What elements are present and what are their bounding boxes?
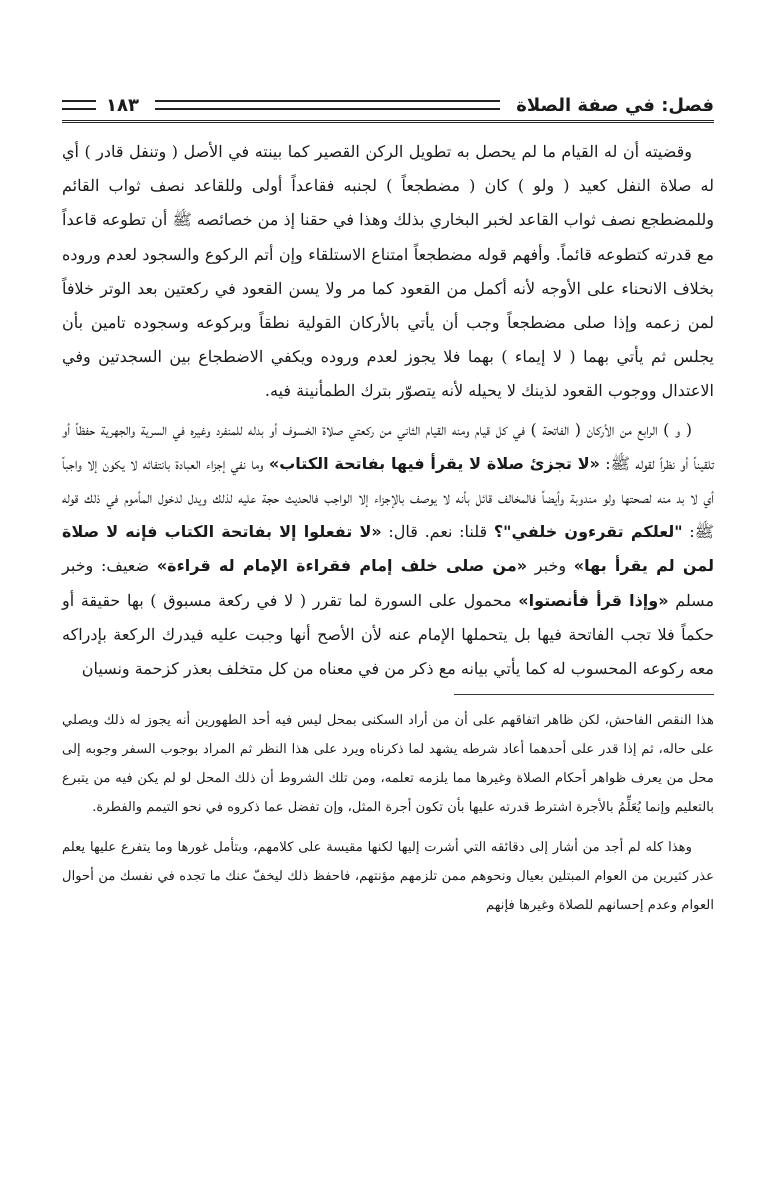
text-segment: وقضيته أن له القيام ما لم يحصل به تطويل الركن القصير كما بينته في الأصل ( وتنفل قادر ) أي له صلاة النفل كعيد ( ولو ) كان ( مضطجعاً ) لجنبه فقاعداً أولى وللقاعد نصف ثواب القائم وللمضطجع نصف ثواب القاعد لخبر البخاري بذلك وهذا في حقنا إذ من خصائصه ﷺ أن تطوعه قاعداً مع قدرته كتطوعه قائماً. وأفهم قوله مضطجعاً امتناع الاستلقاء وإن أتم الركوع والسجود لعدم وروده بخلاف الانحناء على الأوجه لأنه أكمل من القعود كما مر ولا يسن القعود في ركعتين بعد الوتر خلافاً لمن زعمه وإذا صلى مضطجعاً وجب أن يأتي بالأركان القولية نطقاً وبركوعه وسجوده تامين بأن يجلس ثم يأتي بهما ( لا إيماء ) بهما فلا يجوز لعدم وروده ويكفي الاضطجاع بين السجدتين وفي الاعتدال ووجوب القعود لذينك لا يحيله لأنه يتصوّر بترك الطمأنينة فيه. <box>62 142 715 401</box>
hadith-quote: «من صلى خلف إمام فقراءة الإمام له قراءة» <box>156 556 528 576</box>
header-end-rule <box>62 100 96 110</box>
book-page <box>62 92 714 921</box>
paragraph-1 <box>62 135 714 409</box>
hadith-quote: «وإذا قرأ فأنصتوا» <box>518 590 669 610</box>
paragraph-2 <box>62 413 714 687</box>
text-segment: قلنا: نعم. قال: <box>381 522 494 542</box>
footnote-text: هذا النقص الفاحش، لكن ظاهر اتفاقهم على أن من أراد السكنى بمحل ليس فيه أحد الطهورين أنه يجوز له ذلك ويصلي على حاله، ثم إذا قدر على أحدهما أعاد شرطه يشهد لما ذكرناه ويرد على هذا النظر ثم المراد بوجوب السفر وجوبه إلى محل من يعرف ظواهر أحكام الصلاة وغيرها مما يلزمه تعلمه، ومن تلك الشروط أن ذلك المحل لو لم يكن فيه من يتبرع بالتعليم وإنما يُعَلِّمُ بالأجرة اشترط قدرته عليها بأن تكون أجرة المثل، وإن تفضل عما ذكروه في نحو التيمم والفطرة. <box>62 713 714 815</box>
footnote-text-2: وهذا كله لم أجد من أشار إلى دقائقه التي أشرت إليها لكنها مقيسة على كلامهم، وبتأمل غورها وما يتفرع عليها يعلم عذر كثيرين من العوام المبتلين بعيال ونحوهم ممن تلزمهم مؤنتهم، فاحفظ ذلك ليخفّ عنك ما تجده في نفسك من أحوال العوام وعدم إحسانهم للصلاة وغيرها فإنهم <box>62 840 714 914</box>
page-number: ١٨٣ <box>106 94 139 116</box>
footnote-continuation <box>62 834 714 920</box>
text-segment: ( و ) الرابع من الأركان ( الفاتحة ) في كل قيام ومنه القيام الثاني من ركعتي صلاة الخسوف أو بدله للمنفرد وغيره في السرية والجهرية حفظاً أو تلقيناً أو نظراً لقوله ﷺ: <box>62 419 714 473</box>
hadith-quote: «لا تجزئ صلاة لا يقرأ فيها بفاتحة الكتاب» <box>268 453 600 473</box>
text-segment: ضعيف: وخبر مسلم <box>62 556 715 610</box>
footnote <box>62 707 714 822</box>
hadith-quote: "لعلكم تقرءون خلفي"؟ <box>493 522 683 542</box>
header-rule <box>155 100 500 110</box>
text-segment: محمول على السورة لما تقرر ( لا في ركعة مسبوق ) بها حقيقة أو حكماً فلا تجب الفاتحة فيها بل يتحملها الإمام عنه لأن الأصح أنها وجبت عليه فيدرك الركعة بإدراكه معه ركوعه المحسوب له كما يأتي بيانه مع ذكر من في معناه من كل متخلف بعذر كزحمة ونسيان <box>62 590 714 679</box>
hadith-quote: «لا تفعلوا إلا بفاتحة الكتاب فإنه لا صلاة لمن لم يقرأ بها» <box>62 522 714 576</box>
chapter-title: فصل: في صفة الصلاة <box>516 94 714 116</box>
running-header <box>62 92 714 123</box>
text-segment: وخبر <box>527 556 574 576</box>
main-text <box>62 135 714 686</box>
footnote-separator <box>454 694 714 695</box>
text-segment: وما نفي إجزاء العبادة بانتفائه لا يكون إلا واجباً أي لا بد منه لصحتها ولو مندوبة وأيضاً فالمخالف قائل بأنه لا يوصف بالإجزاء إلا الواجب فالحديث حجة عليه لذلك ويدل لدخول المأموم في ذلك قوله ﷺ: <box>62 453 715 542</box>
